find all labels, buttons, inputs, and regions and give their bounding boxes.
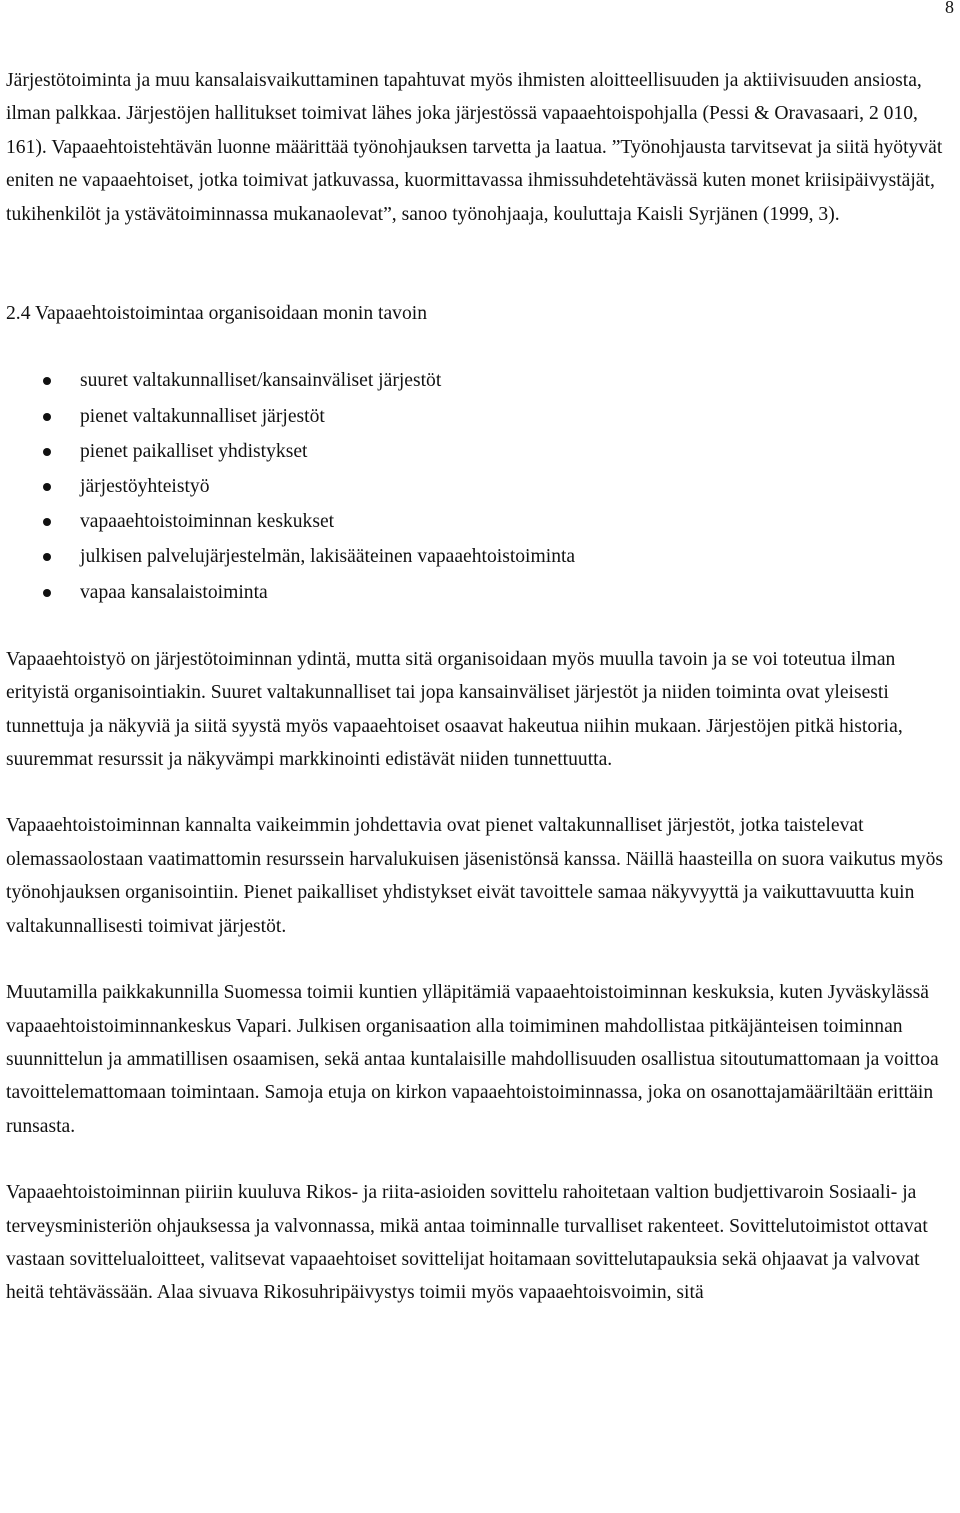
list-item-label: suuret valtakunnalliset/kansainväliset järjestöt xyxy=(80,370,442,392)
paragraph-municipal-centres: Muutamilla paikkakunnilla Suomessa toimii kuntien ylläpitämiä vapaaehtoistoiminnan keskuksia, kuten Jyväskylässä vapaaehtoistoiminnankeskus Vapari. Julkisen organisaation alla toimiminen mahdollistaa pitkäjänteisen toiminnan suunnittelun ja ammatillisen osaamisen, sekä antaa kuntalaisille mahdollisuuden osallistua sitoutumattomaan ja voittoa tavoittelemattomaan toimintaan. Samoja etuja on kirkon vapaaehtoistoiminnassa, joka on osanottajamääriltään erittäin runsasta. xyxy=(6,982,939,1137)
list-item xyxy=(6,469,950,504)
bullet-list xyxy=(6,363,950,609)
bullet-icon xyxy=(43,377,51,385)
page-number: 8 xyxy=(945,0,954,17)
list-item xyxy=(6,363,950,398)
list-item-label: pienet paikalliset yhdistykset xyxy=(80,440,308,462)
bullet-icon xyxy=(43,589,51,597)
paragraph-intro: Järjestötoiminta ja muu kansalaisvaikuttaminen tapahtuvat myös ihmisten aloitteellisuuden ja aktiivisuuden ansiosta, ilman palkkaa. Järjestöjen hallitukset toimivat lähes joka järjestössä vapaaehtoispohjalla (Pessi & Oravasaari, 2 010, 161). Vapaaehtoistehtävän luonne määrittää työnohjauksen tarvetta ja laatua. ”Työnohjausta tarvitsevat ja siitä hyötyvät eniten ne vapaaehtoiset, jotka toimivat jatkuvassa, kuormittavassa ihmissuhdetehtävässä kuten monet kriisipäivystäjät, tukihenkilöt ja ystävätoiminnassa mukanaolevat”, sanoo työnohjaaja, kouluttaja Kaisli Syrjänen (1999, 3). xyxy=(6,70,943,225)
document-body xyxy=(6,64,950,1310)
paragraph-organisation: Vapaaehtoistyö on järjestötoiminnan ydintä, mutta sitä organisoidaan myös muulla tavoin ja se voi toteutua ilman erityistä organisointiakin. Suuret valtakunnalliset tai jopa kansainväliset järjestöt ja niiden toiminta ovat yleisesti tunnettuja ja näkyviä ja siitä syystä myös vapaaehtoiset osaavat hakeutua niihin mukaan. Järjestöjen pitkä historia, suuremmat resurssit ja näkyvämpi markkinointi edistävät niiden tunnettuutta. xyxy=(6,648,903,771)
paragraph-small-organisations: Vapaaehtoistoiminnan kannalta vaikeimmin johdettavia ovat pienet valtakunnalliset järjestöt, jotka taistelevat olemassaolostaan vaatimattomin resurssein harvalukuisen jäsenistönsä kanssa. Näillä haasteilla on suora vaikutus myös työnohjauksen organisointiin. Pienet paikalliset yhdistykset eivät tavoittele samaa näkyvyyttä ja vaikuttavuutta kuin valtakunnallisesti toimivat järjestöt. xyxy=(6,815,944,937)
list-item xyxy=(6,575,950,610)
bullet-icon xyxy=(43,448,51,456)
section-heading: 2.4 Vapaaehtoistoimintaa organisoidaan monin tavoin xyxy=(6,303,428,325)
bullet-icon xyxy=(43,553,51,561)
list-item-label: vapaa kansalaistoiminta xyxy=(80,581,268,603)
list-item xyxy=(6,504,950,539)
bullet-icon xyxy=(43,483,51,491)
paragraph-mediation: Vapaaehtoistoiminnan piiriin kuuluva Rikos- ja riita-asioiden sovittelu rahoitetaan valtion budjettivaroin Sosiaali- ja terveysministeriön ohjauksessa ja valvonnassa, mikä antaa toiminnalle turvalliset rakenteet. Sovittelutoimistot ottavat vastaan sovittelualoitteet, valitsevat vapaaehtoiset sovittelijat hoitamaan sovittelutapauksia sekä ohjaavat ja valvovat heitä tehtävässään. Alaa sivuava Rikosuhripäivystys toimii myös vapaaehtoisvoimin, sitä xyxy=(6,1182,928,1304)
list-item xyxy=(6,539,950,574)
list-item xyxy=(6,399,950,434)
list-item-label: pienet valtakunnalliset järjestöt xyxy=(80,405,325,427)
bullet-icon xyxy=(43,413,51,421)
list-item xyxy=(6,434,950,469)
list-item-label: vapaaehtoistoiminnan keskukset xyxy=(80,511,335,533)
list-item-label: järjestöyhteistyö xyxy=(80,476,210,498)
list-item-label: julkisen palvelujärjestelmän, lakisääteinen vapaaehtoistoiminta xyxy=(80,546,576,568)
bullet-icon xyxy=(43,518,51,526)
